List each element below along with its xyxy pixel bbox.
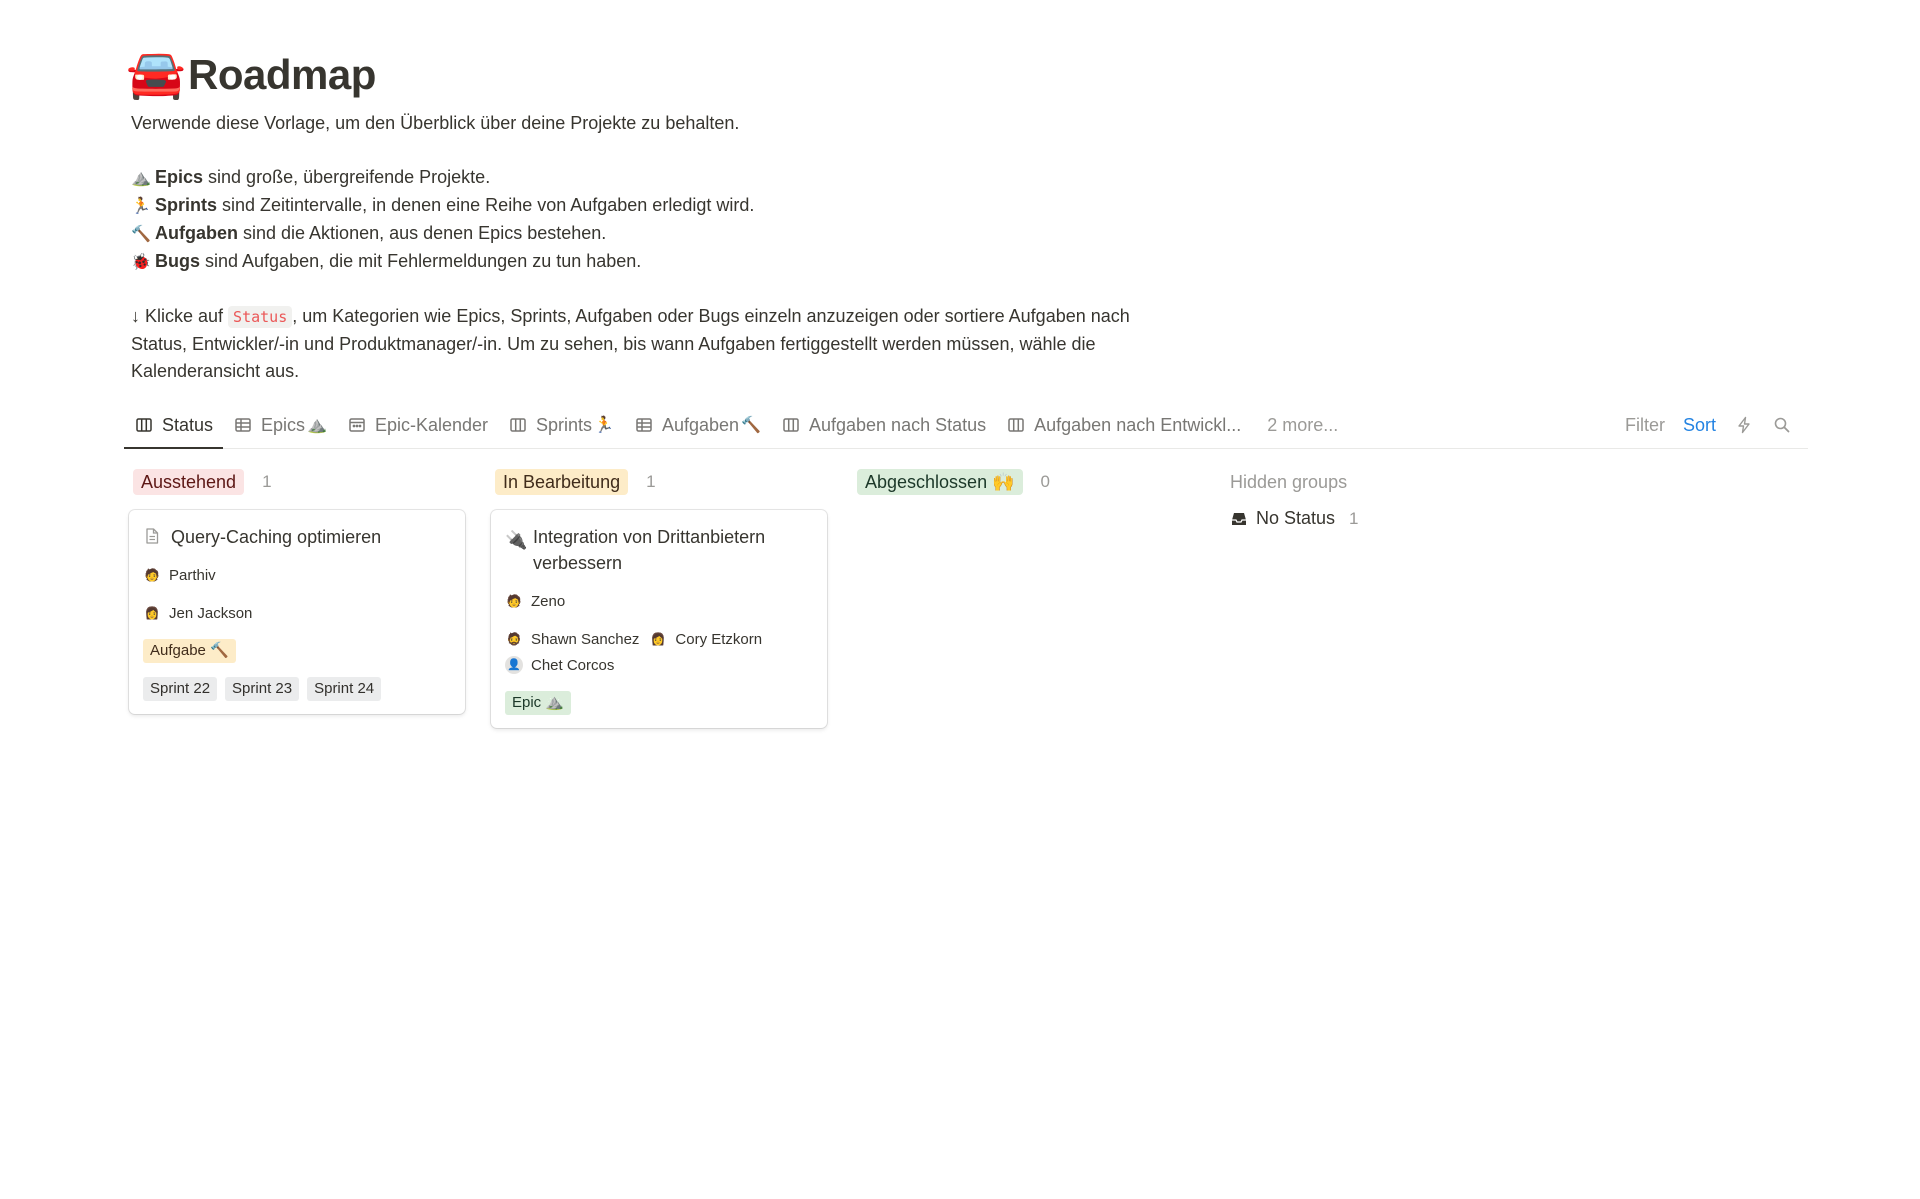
bullet-sprints: 🏃 Sprints sind Zeitintervalle, in denen eine Reihe von Aufgaben erledigt wird.	[131, 192, 1131, 220]
board-column-ausstehend	[129, 468, 465, 714]
page-description	[131, 110, 1131, 385]
sprint-tag: Sprint 24	[307, 677, 381, 701]
avatar: 👩	[144, 606, 160, 620]
plug-icon: 🔌	[505, 530, 528, 550]
card-property-sprints	[143, 676, 453, 702]
table-icon	[634, 415, 654, 435]
mountain-icon: ⛰️	[307, 417, 327, 434]
column-count: 1	[646, 472, 656, 491]
tab-epic-kalender[interactable]: Epic-Kalender	[337, 402, 498, 448]
card-property-pm	[143, 562, 453, 588]
avatar: 👤	[505, 656, 523, 674]
runner-icon: 🏃	[131, 198, 151, 215]
sprint-tag: Sprint 22	[143, 677, 217, 701]
tab-epics[interactable]: Epics ⛰️	[223, 402, 337, 448]
person-chip: 👩 Cory Etzkorn	[650, 630, 763, 648]
tab-aufgaben[interactable]: Aufgaben 🔨	[624, 402, 771, 448]
card-property-type	[505, 690, 815, 716]
hammer-icon: 🔨	[741, 417, 761, 434]
person-chip: 👤 Chet Corcos	[505, 652, 614, 678]
board-column-abgeschlossen	[853, 468, 1189, 510]
tab-status[interactable]: Status	[124, 402, 223, 448]
view-toolbar	[1625, 402, 1792, 448]
lightning-icon[interactable]	[1734, 415, 1754, 435]
mountain-icon: ⛰️	[131, 170, 151, 187]
person-chip: 🧔 Shawn Sanchez	[506, 630, 640, 648]
hidden-group-no-status[interactable]: No Status 1	[1230, 508, 1359, 529]
arrow-down-icon: ↓	[131, 306, 140, 326]
board-card[interactable]	[491, 510, 827, 728]
bullet-bugs: 🐞 Bugs sind Aufgaben, die mit Fehlermeldungen zu tun haben.	[131, 248, 1131, 276]
intro-text: Verwende diese Vorlage, um den Überblick über deine Projekte zu behalten.	[131, 113, 740, 133]
board-icon	[134, 415, 154, 435]
avatar: 🧑	[506, 594, 522, 608]
type-tag: Epic ⛰️	[505, 691, 571, 715]
board-card[interactable]	[129, 510, 465, 714]
card-property-pm	[505, 588, 815, 614]
card-property-type	[143, 638, 453, 664]
page-header	[126, 40, 1806, 110]
inbox-icon	[1230, 510, 1248, 528]
bullet-epics: ⛰️ Epics sind große, übergreifende Projekte.	[131, 164, 1131, 192]
avatar: 🧔	[506, 632, 522, 646]
column-count: 0	[1040, 472, 1050, 491]
filter-button[interactable]: Filter	[1624, 414, 1665, 435]
avatar: 👩	[650, 632, 666, 646]
more-views-button[interactable]: 2 more...	[1267, 414, 1339, 435]
tab-aufgaben-nach-status[interactable]: Aufgaben nach Status	[771, 402, 996, 448]
tab-aufgaben-nach-entwickler[interactable]: Aufgaben nach Entwickl...	[996, 402, 1251, 448]
hidden-group-count: 1	[1349, 508, 1359, 528]
avatar: 🧑	[144, 568, 160, 582]
hidden-groups-title: Hidden groups	[1230, 472, 1348, 492]
calendar-icon	[347, 415, 367, 435]
column-header[interactable]	[129, 468, 465, 496]
page-icon	[143, 524, 171, 550]
runner-icon: 🏃	[594, 417, 614, 434]
board-icon	[781, 415, 801, 435]
column-count: 1	[262, 472, 272, 491]
card-property-developers	[505, 626, 815, 678]
status-badge: In Bearbeitung	[495, 469, 628, 495]
type-tag: Aufgabe 🔨	[143, 639, 236, 663]
status-badge: Ausstehend	[133, 469, 244, 495]
bug-icon: 🐞	[131, 254, 151, 271]
sprint-tag: Sprint 23	[225, 677, 299, 701]
card-title: 🔌 Integration von Drittanbietern verbessern	[505, 524, 815, 576]
bullet-aufgaben: 🔨 Aufgaben sind die Aktionen, aus denen Epics bestehen.	[131, 220, 1131, 248]
person-chip: 🧑 Parthiv	[144, 566, 216, 584]
page-title[interactable]: Roadmap	[188, 51, 376, 98]
person-chip: 👩 Jen Jackson	[144, 604, 253, 622]
card-title: Query-Caching optimieren	[143, 524, 453, 550]
board-column-in-bearbeitung	[491, 468, 827, 728]
card-property-developer	[143, 600, 453, 626]
person-chip: 🧑 Zeno	[506, 592, 566, 610]
hammer-icon: 🔨	[131, 226, 151, 243]
tab-sprints[interactable]: Sprints 🏃	[498, 402, 624, 448]
board-icon	[1006, 415, 1026, 435]
sort-button[interactable]: Sort	[1682, 414, 1716, 435]
search-icon[interactable]	[1772, 415, 1792, 435]
status-badge: Abgeschlossen 🙌	[857, 469, 1023, 495]
column-header[interactable]	[491, 468, 827, 496]
board-icon	[508, 415, 528, 435]
column-header[interactable]	[853, 468, 1189, 496]
hint-text: ↓ Klicke auf Status , um Kategorien wie Epics, Sprints, Aufgaben oder Bugs einzeln anzuzeigen oder sortiere Aufgaben nach Status, Entwickler/-in und Produktmanager/-in. Um zu sehen, bis wann Aufgaben fertiggestellt werden müssen, wähle die Kalenderansicht aus.	[131, 306, 1130, 381]
table-icon	[233, 415, 253, 435]
car-icon[interactable]: 🚘	[126, 48, 186, 101]
view-tabs	[124, 402, 1808, 449]
hidden-groups	[1230, 468, 1359, 529]
page-content	[126, 40, 1806, 385]
inline-code-status: Status	[228, 306, 292, 328]
